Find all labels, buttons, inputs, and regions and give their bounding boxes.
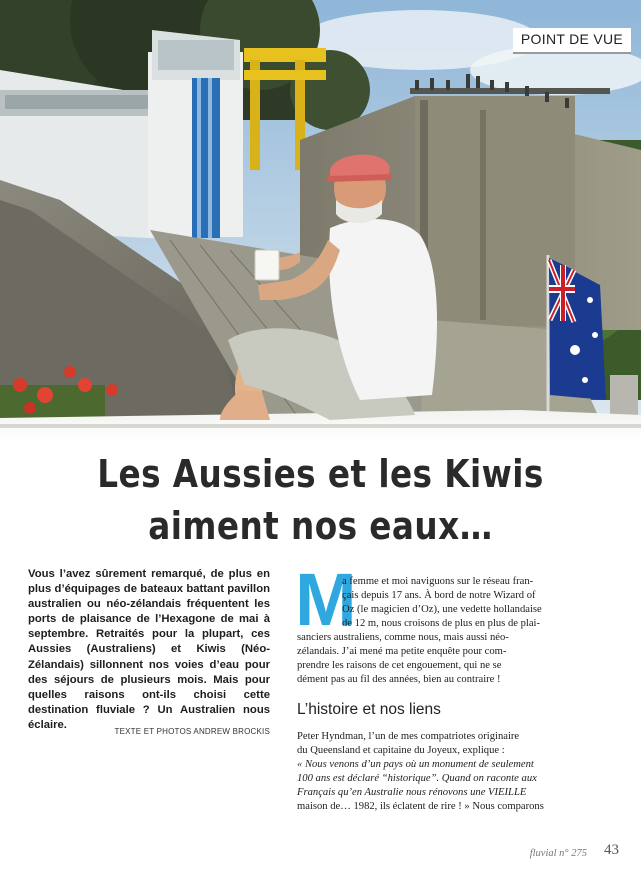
body-line: maison de… 1982, ils éclatent de rire ! » Nous comparons [297,801,544,812]
intro-paragraph: Vous l’avez sûrement remarqué, de plus en plus d’équipages de bateaux battant pavillon australien ou néo-zélandais fréquentent les ports de plaisance de l’Hexagone de mai à septembre. Retraités pour la plupart, ces Aussies (Australiens) et Kiwis (Néo-Zélandais) sillonnent nos voies d’eau pour des séjours de plusieurs mois. Mais pour quelles raisons ont-ils choisi cette destination fluviale ? Un Australien nous éclaire. [28,568,270,731]
body-line: 100 ans est déclaré “historique”. Quand on raconte aux [297,773,537,784]
article-headline [79,448,561,552]
magazine-name: fluvial n° 275 [529,848,587,859]
headline-line-1: Les Aussies et les Kiwis [97,452,544,496]
body-line: Peter Hyndman, l’un de mes compatriotes originaire [297,731,520,742]
body-line: sanciers australiens, comme nous, mais aussi néo- [297,632,509,643]
body-line: a femme et moi naviguons sur le réseau fran- [342,576,534,587]
headline-line-2: aiment nos eaux… [148,504,493,548]
body-line: Français qu’en Australie nous rénovons une VIEILLE [297,787,527,798]
section-tag: POINT DE VUE [513,28,631,54]
body-line: dément pas au fil des années, bien au contraire ! [297,674,501,685]
body-line: çais depuis 17 ans. À bord de notre Wizard of [342,590,536,601]
article-subheading: L’histoire et nos liens [297,701,441,718]
body-line: du Queensland et capitaine du Joyeux, explique : [297,745,505,756]
body-line: prendre les raisons de cet engouement, qui ne se [297,660,502,671]
body-line: de 12 m, nous croisons de plus en plus de plai- [342,618,541,629]
body-line: « Nous venons d’un pays où un monument de seulement [297,759,534,770]
body-line: Oz (le magicien d’Oz), une vedette hollandaise [342,604,542,615]
drop-cap: M [295,558,357,641]
photo-credit: TEXTE ET PHOTOS ANDREW BROCKIS [114,727,270,736]
page-number: 43 [604,842,619,858]
body-line: zélandais. J’ai mené ma petite enquête pour com- [297,646,507,657]
